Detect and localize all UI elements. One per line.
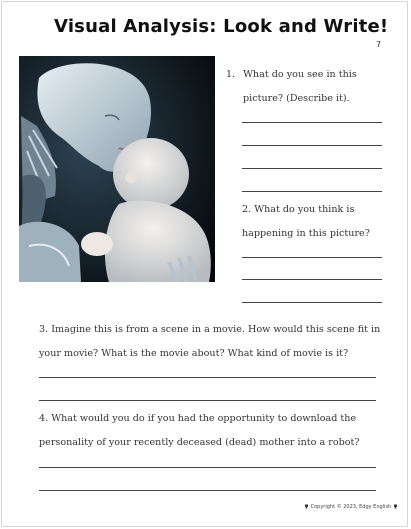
question-1 <box>226 63 396 110</box>
answer-line-3a[interactable] <box>39 377 376 378</box>
question-2-line-2: happening in this picture? <box>242 227 370 239</box>
question-1-line-2: picture? (Describe it). <box>243 92 350 104</box>
worksheet-page <box>1 1 408 527</box>
question-3 <box>39 318 389 365</box>
robot-mother-image-icon <box>19 56 215 282</box>
answer-line-1c[interactable] <box>242 168 382 169</box>
page-title: Visual Analysis: Look and Write! <box>54 16 389 37</box>
answer-line-1d[interactable] <box>242 191 382 192</box>
question-3-line-2: your movie? What is the movie about? What kind of movie is it? <box>39 347 349 359</box>
answer-line-1a[interactable] <box>242 122 382 123</box>
question-4 <box>39 407 399 454</box>
answer-line-2a[interactable] <box>242 257 382 258</box>
question-3-number: 3. <box>39 324 49 335</box>
question-4-number: 4. <box>39 413 49 424</box>
question-2-number: 2. <box>242 204 252 215</box>
question-3-line-1: 3. Imagine this is from a scene in a movie. How would this scene fit in <box>39 324 381 335</box>
page-number: 7 <box>376 40 382 49</box>
question-4-line-2: personality of your recently deceased (dead) mother into a robot? <box>39 436 360 448</box>
answer-line-3b[interactable] <box>39 400 376 401</box>
question-2-line-1: 2. What do you think is <box>242 204 355 215</box>
answer-line-2b[interactable] <box>242 279 382 280</box>
copyright-text: Copyright © 2023, Edgy English <box>310 504 392 510</box>
copyright-footer <box>304 504 398 510</box>
answer-line-4b[interactable] <box>39 490 376 491</box>
robot-baby-illustration <box>19 56 215 282</box>
answer-line-1b[interactable] <box>242 145 382 146</box>
question-1-number: 1. <box>226 69 236 80</box>
answer-line-4a[interactable] <box>39 467 376 468</box>
trophy-icon <box>304 504 309 509</box>
trophy-icon-right <box>393 504 398 509</box>
question-1-line-1: 1. What do you see in this <box>226 63 396 87</box>
question-4-line-1: 4. What would you do if you had the opportunity to download the <box>39 413 357 424</box>
answer-line-2c[interactable] <box>242 302 382 303</box>
question-2 <box>242 198 402 245</box>
